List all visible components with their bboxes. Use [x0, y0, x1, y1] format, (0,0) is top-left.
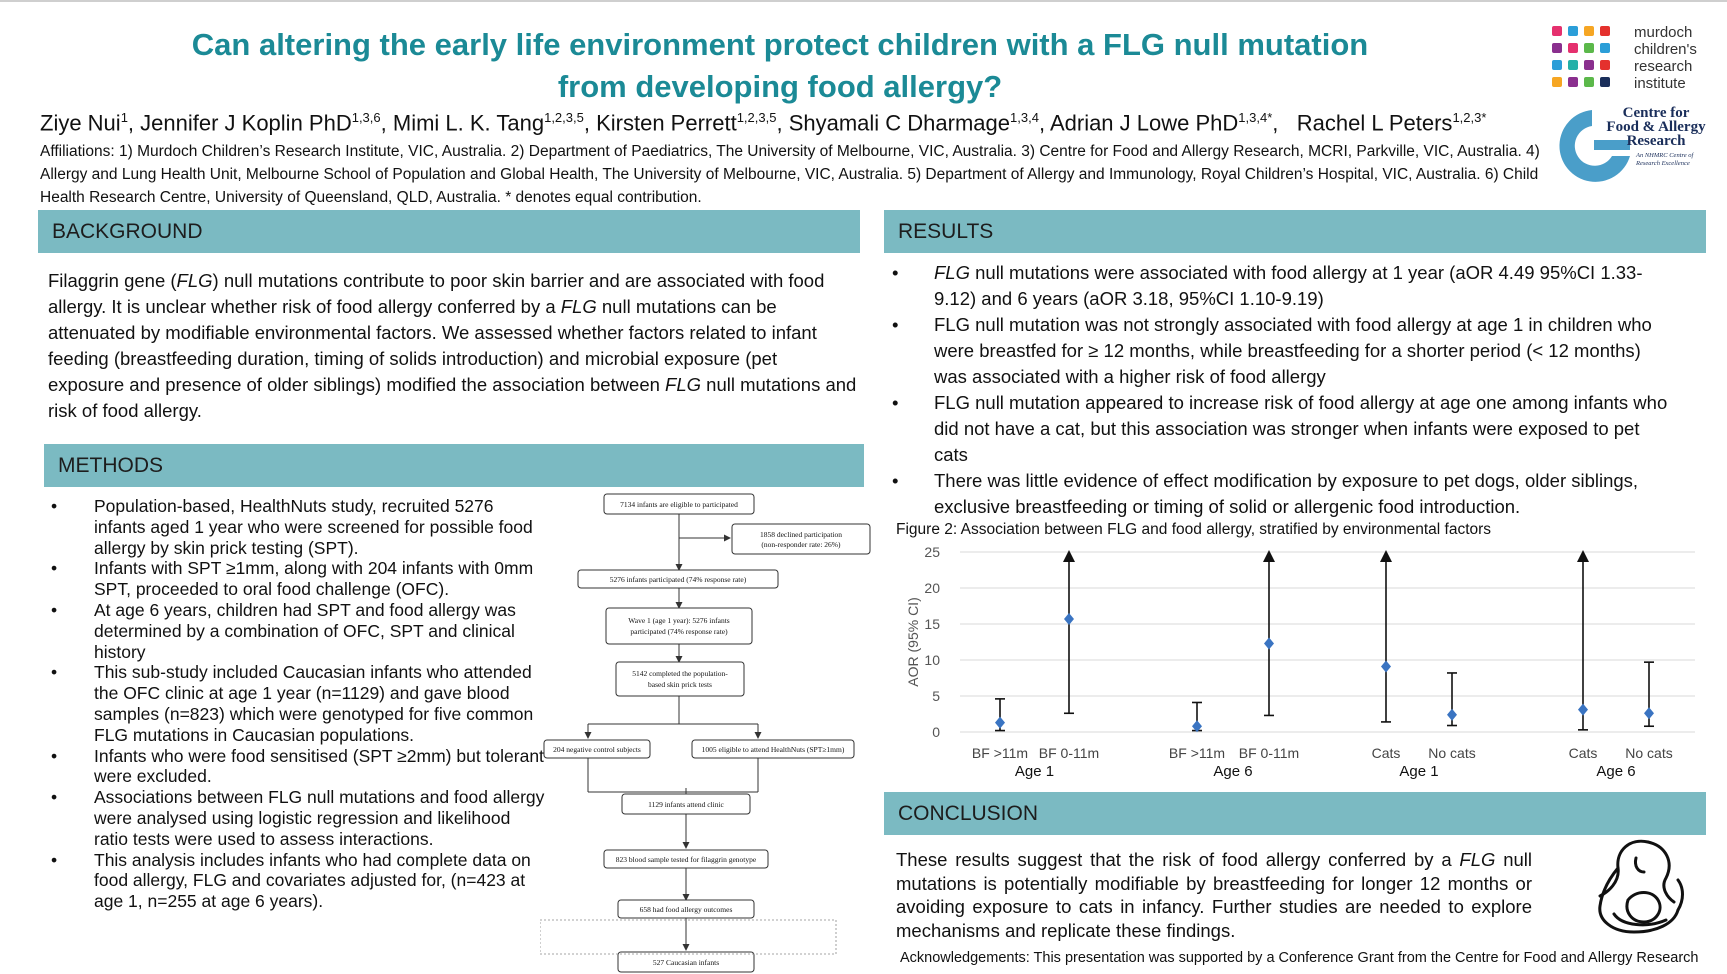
author-name: Kirsten Perrett [596, 110, 737, 136]
methods-header: METHODS [44, 444, 864, 487]
cfar-logo-title [1598, 106, 1714, 148]
methods-item: • Infants who were food sensitised (SPT ≥2mm) but tolerant were excluded. [48, 746, 548, 788]
flow-box-blood: 823 blood sample tested for filaggrin genotype [615, 855, 757, 864]
affiliations: Affiliations: 1) Murdoch Children’s Research Institute, VIC, Australia. 2) Department of Paediatrics, The University of Melbourne, VIC, Australia. 3) Centre for Food and Allergy Research, MCRI, Parkville, VIC, Australia. 4) Allergy and Lung Health Unit, Melbourne School of Population and Global Health, The University of Melbourne, VIC, Australia. 5) Department of Allergy and Immunology, Royal Children’s Hospital, VIC, Australia. 6) Child Health Research Centre, University of Queensland, QLD, Australia. * denotes equal contribution. [40, 143, 1540, 206]
methods-list [48, 496, 548, 912]
flow-box-caucasian: 527 Caucasian infants [652, 958, 720, 967]
y-tick-label: 25 [924, 544, 940, 560]
flow-box-clinic: 1129 infants attend clinic [648, 800, 724, 809]
aor-chart [900, 540, 1700, 780]
x-tick-label: No cats [1625, 745, 1673, 761]
cfar-line: Research [1626, 133, 1686, 149]
flow-box-negative-controls: 204 negative control subjects [553, 745, 641, 754]
estimate-point [995, 717, 1005, 729]
author-sup: 1,3,6 [351, 110, 381, 125]
background-header: BACKGROUND [38, 210, 860, 253]
flow-box-outcomes: 658 had food allergy outcomes [639, 905, 733, 914]
estimate-point [1264, 637, 1274, 649]
text-run-italic: FLG [1459, 849, 1496, 870]
flow-box-participated: 5276 infants participated (74% response rate) [609, 575, 747, 584]
estimate-point [1381, 660, 1391, 672]
mcri-logo [1552, 22, 1712, 98]
conclusion-text [896, 848, 1532, 942]
methods-item: • This analysis includes infants who had complete data on food allergy, FLG and covariates adjusted for, (n=423 at age 1, n=255 at age 6 years). [48, 850, 548, 912]
group-label: Age 1 [1014, 763, 1055, 780]
results-header: RESULTS [884, 210, 1706, 253]
text-run: null mutations and risk of food allergy. [48, 374, 857, 421]
methods-item: • Associations between FLG null mutations and food allergy were analysed using logistic regression and likelihood ratio tests were used to assess interactions. [48, 787, 548, 849]
conclusion-header: CONCLUSION [884, 792, 1706, 835]
estimate-point [1447, 709, 1457, 721]
author-name: Rachel L Peters [1296, 110, 1453, 136]
cfar-logo-subtitle: An NHMRC Centre of Research Excellence [1636, 152, 1694, 167]
mcri-line: children's [1634, 41, 1697, 58]
flow-box-declined: 1858 declined participation [759, 530, 843, 539]
x-tick-label: BF >11m [971, 745, 1029, 761]
acknowledgements: Acknowledgements: This presentation was supported by a Conference Grant from the Centre for Food and Allergy Research [900, 950, 1699, 966]
y-tick-label: 0 [932, 724, 940, 740]
text-run-italic: FLG [560, 296, 597, 317]
top-border [0, 0, 1727, 2]
flow-box-wave1: Wave 1 (age 1 year): 5276 infants [628, 616, 730, 625]
mcri-logo-text [1634, 24, 1697, 92]
background-text [48, 268, 858, 424]
results-item [890, 260, 1670, 312]
poster-title [120, 24, 1440, 108]
cfar-line: Food & Allergy [1606, 119, 1706, 135]
estimate-point [1644, 707, 1654, 719]
methods-item: • At age 6 years, children had SPT and food allergy was determined by a combination of OFC, SPT and clinical history [48, 600, 548, 662]
title-line-2: from developing food allergy? [557, 69, 1003, 104]
text-run: null mutations can be attenuated by modifiable environmental factors. We assessed whether factors related to infant feeding (breastfeeding duration, timing of solids introduction) and microbial exposure (pet exposure and presence of older siblings) modified the association between [48, 296, 817, 395]
flow-box-spt: 5142 completed the population- [632, 669, 728, 678]
results-list [890, 260, 1670, 520]
author-name: Ziye Nui [40, 110, 121, 136]
x-tick-label: Cats [1568, 745, 1598, 761]
text-run: Filaggrin gene ( [48, 270, 177, 291]
author-list: Ziye Nui$^1$, Jennifer J Koplin PhD$^{1,3,6}$, Mimi L. K. Tang$^{1,2,3,5}$, Kirsten Perrett$^{1,2,3,5}$, Shyamali C Dharmage$^{1,3,4}$, Adrian J Lowe PhD$^{1,3,4*}$, Rachel L Peters$^{1,2,3*}$ [40, 110, 1487, 136]
y-tick-label: 10 [924, 652, 940, 668]
methods-item: • This sub-study included Caucasian infants who attended the OFC clinic at age 1 year (n=1129) and gave blood samples (n=823) which were genotyped for five common FLG mutations in Caucasian populations. [48, 662, 548, 745]
mcri-line: research [1634, 58, 1693, 75]
author-sup: 1,3,4 [1010, 110, 1039, 125]
methods-item: • Population-based, HealthNuts study, recruited 5276 infants aged 1 year who were screened for possible food allergy by skin prick testing (SPT). [48, 496, 548, 558]
x-tick-label: No cats [1428, 745, 1476, 761]
mother-and-baby-icon [1578, 836, 1698, 940]
author-name: Shyamali C Dharmage [788, 110, 1011, 136]
flow-box-eligible: 7134 infants are eligible to participated [620, 500, 738, 509]
results-item: • There was little evidence of effect modification by exposure to pet dogs, older siblings, exclusive breastfeeding or timing of solid or allergenic food introduction. [890, 468, 1670, 520]
group-label: Age 1 [1399, 763, 1439, 780]
x-tick-label: BF 0-11m [1238, 745, 1300, 761]
x-tick-label: BF 0-11m [1038, 745, 1100, 761]
author-name: Adrian J Lowe PhD [1049, 110, 1239, 136]
methods-item: • Infants with SPT ≥1mm, along with 204 infants with 0mm SPT, proceeded to oral food challenge (OFC). [48, 558, 548, 600]
results-item: • FLG null mutation appeared to increase risk of food allergy at age one among infants who did not have a cat, but this association was stronger when infants were exposed to pet cats [890, 390, 1670, 468]
flow-box-spt-note: based skin prick tests [648, 680, 712, 689]
x-tick-label: Cats [1371, 745, 1401, 761]
author-sup: 1,2,3,5 [544, 110, 584, 125]
text-run: null mutations is potentially modifiable by breastfeeding for longer 12 months or avoiding exposure to cats in infancy. Further studies are needed to explore mechanisms and replicate these findings. [896, 849, 1532, 941]
estimate-point [1578, 704, 1588, 716]
author-sup: 1,3,4* [1238, 110, 1273, 125]
y-axis-label: AOR (95% CI) [905, 597, 921, 687]
text-run: null mutations were associated with food allergy at 1 year (aOR 4.49 95%CI 1.33-9.12) and 6 years (aOR 3.18, 95%CI 1.10-9.19) [934, 262, 1643, 309]
group-label: Age 6 [1213, 763, 1253, 780]
x-tick-label: BF >11m [1168, 745, 1226, 761]
y-tick-label: 5 [932, 688, 940, 704]
results-item: • FLG null mutation was not strongly associated with food allergy at age 1 in children who were breastfed for ≥ 12 months, while breastfeeding for a shorter period (< 12 months) was associated with a higher risk of food allergy [890, 312, 1670, 390]
participant-flow-diagram [540, 488, 890, 974]
cfar-line: Centre for [1622, 105, 1690, 121]
text-run-italic: FLG [665, 374, 702, 395]
author-sup: 1 [120, 110, 128, 125]
text-run-italic: FLG [934, 262, 970, 283]
text-run-italic: FLG [176, 270, 213, 291]
mcri-line: murdoch [1634, 24, 1693, 41]
text-run: ) null mutations contribute to poor skin barrier and are associated with food allergy. It is unclear whether risk of food allergy conferred by a [48, 270, 825, 317]
author-sup: 1,2,3* [1452, 110, 1487, 125]
author-sup: 1,2,3,5 [736, 110, 777, 125]
author-name: Mimi L. K. Tang [392, 110, 545, 136]
title-line-1: Can altering the early life environment protect children with a FLG null mutation [191, 27, 1369, 62]
mcri-line: institute [1634, 75, 1686, 92]
text-run: These results suggest that the risk of food allergy conferred by a [896, 849, 1460, 870]
flow-box-eligible-healthnuts: 1005 eligible to attend HealthNuts (SPT≥1mm) [701, 745, 845, 754]
figure-caption: Figure 2: Association between FLG and food allergy, stratified by environmental factors [896, 521, 1492, 538]
flow-box-wave1-note: participated (74% response rate) [630, 627, 728, 636]
y-tick-label: 20 [924, 580, 940, 596]
estimate-point [1064, 613, 1074, 625]
flow-box-declined-note: (non-responder rate: 26%) [761, 540, 841, 549]
y-tick-label: 15 [924, 616, 940, 632]
group-label: Age 6 [1596, 763, 1636, 780]
author-name: Jennifer J Koplin PhD [140, 110, 352, 136]
cfar-logo [1552, 104, 1717, 186]
